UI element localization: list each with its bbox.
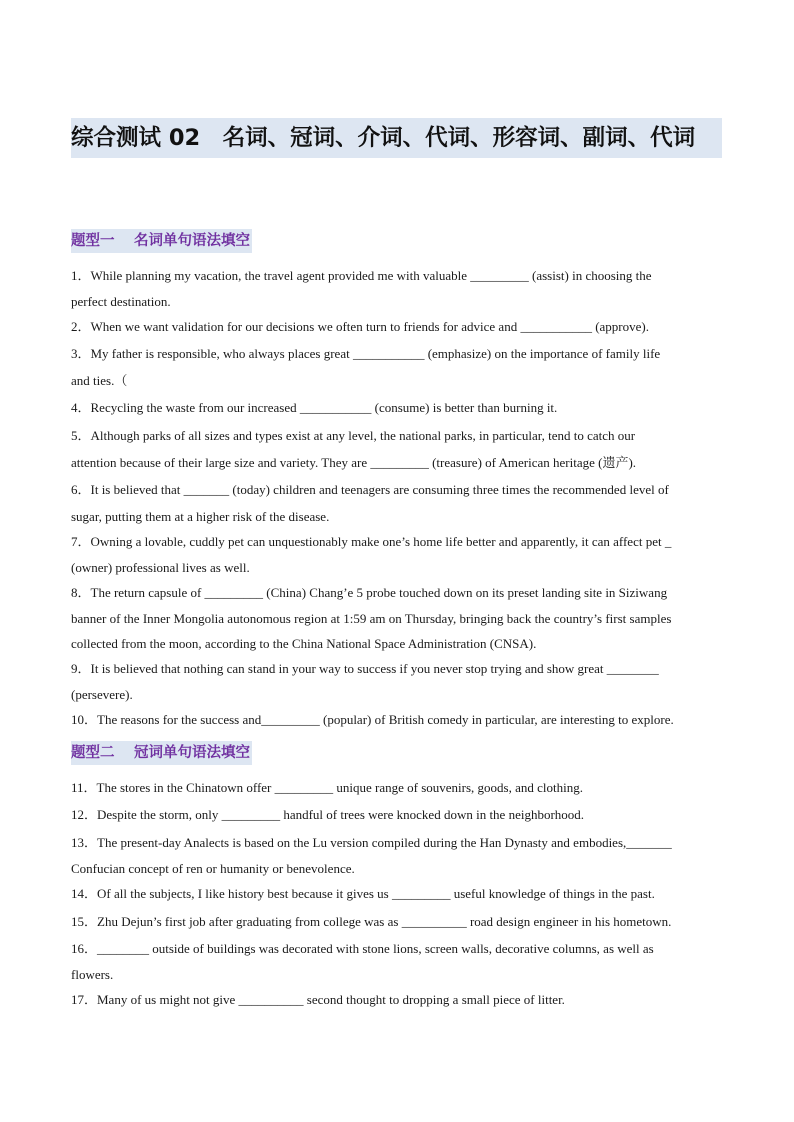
question-line: sugar, putting them at a higher risk of the disease.	[71, 509, 330, 524]
question-line: 17．Many of us might not give __________ second thought to dropping a small piece of litter.	[71, 992, 565, 1007]
question-line: 16．________ outside of buildings was decorated with stone lions, screen walls, decorative columns, as well as	[71, 941, 654, 956]
question-line: flowers.	[71, 967, 114, 982]
question-line: and ties.（	[71, 373, 128, 388]
question-line: 14．Of all the subjects, I like history best because it gives us _________ useful knowledge of things in the past.	[71, 886, 655, 901]
question-line: (owner) professional lives as well.	[71, 560, 250, 575]
question-line: attention because of their large size and variety. They are _________ (treasure) of American heritage (遗产).	[71, 455, 637, 470]
question-line: banner of the Inner Mongolia autonomous region at 1:59 am on Thursday, bringing back the country’s first samples	[71, 611, 672, 626]
question-line: 15．Zhu Dejun’s first job after graduating from college was as __________ road design engineer in his hometown.	[71, 914, 672, 929]
question-line: (persevere).	[71, 687, 133, 702]
question-line: 3．My father is responsible, who always places great ___________ (emphasize) on the importance of family life	[71, 346, 661, 361]
question-line: 6．It is believed that _______ (today) children and teenagers are consuming three times the recommended level of	[71, 482, 669, 497]
question-line: 4．Recycling the waste from our increased ___________ (consume) is better than burning it.	[71, 400, 558, 415]
section-heading-nouns: 题型一 名词单句语法填空	[71, 229, 252, 253]
question-line: perfect destination.	[71, 294, 171, 309]
question-line: collected from the moon, according to the China National Space Administration (CNSA).	[71, 636, 537, 651]
question-line: 2．When we want validation for our decisions we often turn to friends for advice and ___________ (approve).	[71, 319, 649, 334]
question-line: 11．The stores in the Chinatown offer _________ unique range of souvenirs, goods, and clothing.	[71, 780, 583, 795]
question-line: 1．While planning my vacation, the travel agent provided me with valuable _________ (assist) in choosing the	[71, 268, 652, 283]
question-line: 10．The reasons for the success and_________ (popular) of British comedy in particular, are interesting to explore.	[71, 712, 674, 727]
question-line: 13．The present-day Analects is based on the Lu version compiled during the Han Dynasty and embodies,_______	[71, 835, 672, 850]
page-title: 综合测试 02 名词、冠词、介词、代词、形容词、副词、代词	[71, 118, 722, 158]
section-heading-articles: 题型二 冠词单句语法填空	[71, 741, 252, 765]
question-line: 5．Although parks of all sizes and types exist at any level, the national parks, in particular, tend to catch our	[71, 428, 636, 443]
question-line: Confucian concept of ren or humanity or benevolence.	[71, 861, 355, 876]
question-line: 8．The return capsule of _________ (China) Chang’e 5 probe touched down on its preset landing site in Siziwang	[71, 585, 668, 600]
question-line: 9．It is believed that nothing can stand in your way to success if you never stop trying and show great ________	[71, 661, 659, 676]
question-line: 7．Owning a lovable, cuddly pet can unquestionably make one’s home life better and apparently, it can affect pet _	[71, 534, 672, 549]
question-line: 12．Despite the storm, only _________ handful of trees were knocked down in the neighborhood.	[71, 807, 585, 822]
